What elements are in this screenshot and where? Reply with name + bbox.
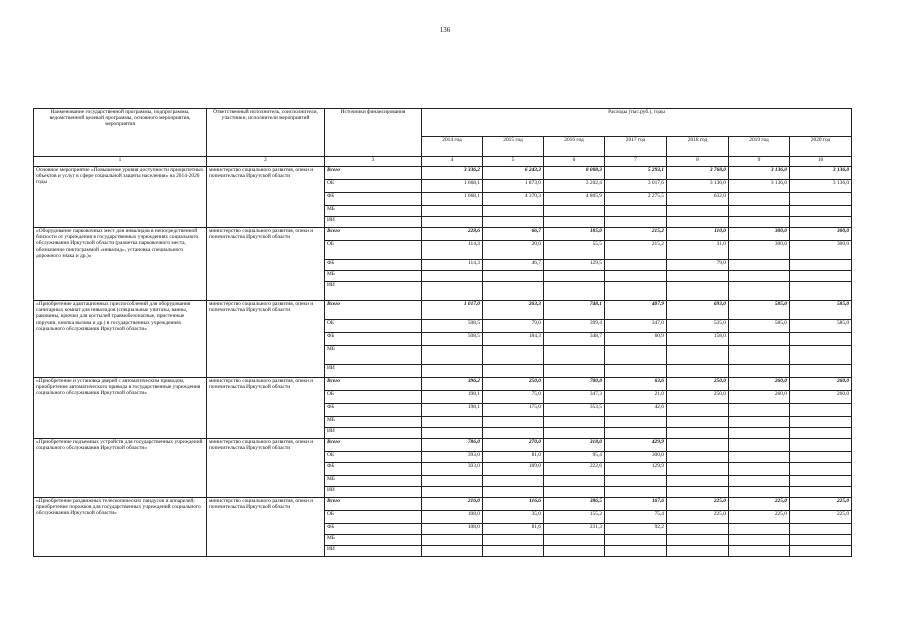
expense-value xyxy=(790,333,852,346)
expense-value xyxy=(790,404,852,417)
expense-value xyxy=(729,546,790,557)
table-row xyxy=(34,378,852,391)
funding-source: Всего xyxy=(325,301,422,320)
expense-value: 81,0 xyxy=(483,452,544,463)
table-row xyxy=(34,439,852,452)
expense-value: 158,0 xyxy=(667,333,729,346)
expense-value: 786,0 xyxy=(422,439,483,452)
expense-value: 198,1 xyxy=(422,404,483,417)
expense-value: 429,9 xyxy=(605,439,667,452)
expense-value xyxy=(605,417,667,428)
funding-source: ОБ xyxy=(325,511,422,524)
expense-value xyxy=(667,439,729,452)
expense-value: 35,0 xyxy=(483,511,544,524)
expense-value: 748,1 xyxy=(544,301,605,320)
expense-value: 42,6 xyxy=(605,404,667,417)
expense-value xyxy=(667,217,729,228)
funding-source: МБ xyxy=(325,206,422,217)
expense-value xyxy=(729,271,790,282)
expense-value xyxy=(667,346,729,365)
expense-value: 393,0 xyxy=(422,463,483,476)
funding-source: ОБ xyxy=(325,180,422,193)
expense-value xyxy=(790,546,852,557)
expense-value xyxy=(544,346,605,365)
expense-value xyxy=(729,535,790,546)
expense-value: 55,5 xyxy=(544,241,605,260)
expense-value xyxy=(729,404,790,417)
expense-value: 3 136,0 xyxy=(790,167,852,180)
column-number: 5 xyxy=(483,157,544,167)
header-executor: Ответственный исполнитель, соисполнители, участники, исполнители мероприятий xyxy=(207,109,325,157)
budget-table xyxy=(33,108,852,557)
expense-value xyxy=(422,217,483,228)
expense-value xyxy=(422,428,483,439)
header-year: 2016 год xyxy=(544,137,605,157)
funding-source: ОБ xyxy=(325,241,422,260)
expense-value xyxy=(667,365,729,378)
expense-value: 167,6 xyxy=(605,498,667,511)
funding-source: ФБ xyxy=(325,260,422,271)
expense-value: 270,0 xyxy=(483,439,544,452)
expense-value xyxy=(544,282,605,301)
expense-value: 348,7 xyxy=(544,333,605,346)
expense-value: 585,0 xyxy=(790,301,852,320)
funding-source: Всего xyxy=(325,378,422,391)
column-number: 6 xyxy=(544,157,605,167)
expense-value: 260,0 xyxy=(790,378,852,391)
expense-value: 225,0 xyxy=(667,498,729,511)
expense-value: 300,0 xyxy=(605,452,667,463)
expense-value xyxy=(729,193,790,206)
expense-value: 225,0 xyxy=(790,498,852,511)
expense-value xyxy=(667,452,729,463)
expense-value xyxy=(605,206,667,217)
expense-value xyxy=(544,217,605,228)
expense-value: 215,2 xyxy=(605,228,667,241)
expense-value: 79,0 xyxy=(483,320,544,333)
expense-value xyxy=(790,282,852,301)
expense-value xyxy=(483,282,544,301)
expense-value xyxy=(422,346,483,365)
expense-value xyxy=(483,535,544,546)
expense-value: 63,6 xyxy=(605,378,667,391)
funding-source: ФБ xyxy=(325,463,422,476)
expense-value: 215,2 xyxy=(605,241,667,260)
expense-value: 3 136,0 xyxy=(667,180,729,193)
expense-value xyxy=(483,546,544,557)
expense-value: 46,7 xyxy=(483,260,544,271)
expense-value: 4 370,3 xyxy=(483,193,544,206)
expense-value: 300,0 xyxy=(729,228,790,241)
expense-value: 5 293,1 xyxy=(605,167,667,180)
expense-value: 1 873,0 xyxy=(483,180,544,193)
expense-value: 225,0 xyxy=(729,498,790,511)
expense-value: 79,0 xyxy=(667,260,729,271)
funding-source: МБ xyxy=(325,271,422,282)
expense-value: 225,0 xyxy=(790,511,852,524)
expense-value: 700,8 xyxy=(544,378,605,391)
funding-source: ИИ xyxy=(325,282,422,301)
expense-value: 260,0 xyxy=(790,391,852,404)
expense-value xyxy=(790,487,852,498)
funding-source: ИИ xyxy=(325,546,422,557)
expense-value: 1 668,1 xyxy=(422,193,483,206)
expense-value xyxy=(790,524,852,535)
expense-value: 353,5 xyxy=(544,404,605,417)
funding-source: МБ xyxy=(325,346,422,365)
expense-value xyxy=(790,428,852,439)
table-row xyxy=(34,301,852,320)
expense-value xyxy=(544,417,605,428)
expense-value xyxy=(790,452,852,463)
expense-value: 535,0 xyxy=(667,320,729,333)
expense-value xyxy=(483,365,544,378)
expense-value: 3 136,0 xyxy=(790,180,852,193)
expense-value: 31,0 xyxy=(667,241,729,260)
expense-value xyxy=(790,365,852,378)
expense-value: 8 008,3 xyxy=(544,167,605,180)
expense-value xyxy=(790,535,852,546)
expense-value xyxy=(729,333,790,346)
expense-value xyxy=(729,260,790,271)
expense-value: 3 017,6 xyxy=(605,180,667,193)
header-year: 2019 год xyxy=(729,137,790,157)
expense-value: 508,5 xyxy=(422,320,483,333)
funding-source: ФБ xyxy=(325,404,422,417)
expense-value xyxy=(790,271,852,282)
expense-value: 399,4 xyxy=(544,320,605,333)
funding-source: Всего xyxy=(325,167,422,180)
funding-source: МБ xyxy=(325,535,422,546)
expense-value: 250,0 xyxy=(667,391,729,404)
table-body xyxy=(34,167,852,557)
expense-value xyxy=(667,524,729,535)
expense-value xyxy=(422,487,483,498)
expense-value: 260,0 xyxy=(729,378,790,391)
expense-value xyxy=(483,271,544,282)
executor-name: министерство социального развития, опеки и попечительства Иркутской области xyxy=(207,228,325,301)
funding-source: ИИ xyxy=(325,365,422,378)
executor-name: министерство социального развития, опеки и попечительства Иркутской области xyxy=(207,498,325,557)
expense-value: 693,0 xyxy=(667,301,729,320)
expense-value xyxy=(422,535,483,546)
column-number: 8 xyxy=(667,157,729,167)
expense-value xyxy=(667,476,729,487)
table-row xyxy=(34,498,852,511)
expense-value: 1 668,1 xyxy=(422,180,483,193)
expense-value: 21,0 xyxy=(605,391,667,404)
program-name: «Приобретение подъемных устройств для государственных учреждений социального обслуживания Иркутской области» xyxy=(34,439,207,498)
expense-value: 3 336,2 xyxy=(422,167,483,180)
expense-value xyxy=(422,206,483,217)
expense-value xyxy=(790,439,852,452)
expense-value: 175,0 xyxy=(483,404,544,417)
expense-value xyxy=(605,260,667,271)
column-number: 7 xyxy=(605,157,667,167)
expense-value: 225,0 xyxy=(729,511,790,524)
expense-value xyxy=(729,206,790,217)
column-number: 2 xyxy=(207,157,325,167)
column-number: 1 xyxy=(34,157,207,167)
expense-value xyxy=(483,417,544,428)
expense-value xyxy=(422,417,483,428)
expense-value xyxy=(790,463,852,476)
header-source: Источники финансирования xyxy=(325,109,422,157)
header-year: 2015 год xyxy=(483,137,544,157)
expense-value: 114,3 xyxy=(422,241,483,260)
expense-value: 75,4 xyxy=(605,511,667,524)
expense-value xyxy=(667,463,729,476)
funding-source: Всего xyxy=(325,439,422,452)
funding-source: Всего xyxy=(325,228,422,241)
expense-value xyxy=(605,365,667,378)
expense-value: 185,0 xyxy=(544,228,605,241)
expense-value: 231,3 xyxy=(544,524,605,535)
executor-name: министерство социального развития, опеки и попечительства Иркутской области xyxy=(207,439,325,498)
expense-value xyxy=(605,428,667,439)
expense-value: 60,9 xyxy=(605,333,667,346)
expense-value: 225,0 xyxy=(667,511,729,524)
expense-value xyxy=(667,535,729,546)
expense-value xyxy=(667,282,729,301)
expense-value xyxy=(605,282,667,301)
expense-value: 318,0 xyxy=(544,439,605,452)
expense-value xyxy=(790,260,852,271)
column-number: 3 xyxy=(325,157,422,167)
expense-value: 4 805,9 xyxy=(544,193,605,206)
funding-source: МБ xyxy=(325,417,422,428)
expense-value xyxy=(729,346,790,365)
header-expenses: Расходы (тыс.руб.), годы xyxy=(422,109,852,137)
expense-value xyxy=(544,428,605,439)
expense-value xyxy=(729,217,790,228)
funding-source: Всего xyxy=(325,498,422,511)
expense-value: 116,6 xyxy=(483,498,544,511)
program-name: «Приобретение адаптационных приспособлений для оборудования санитарных комнат для инвалидов (специальные унитазы, ванны, раковины, крючки для костылей травмобезопасные, пристенные поручни, кнопка вызова и др.) в государственных учреждениях социального обслуживания Иркутской области» xyxy=(34,301,207,378)
expense-value xyxy=(483,346,544,365)
expense-value: 250,0 xyxy=(483,378,544,391)
expense-value: 198,1 xyxy=(422,391,483,404)
expense-value xyxy=(544,546,605,557)
expense-value: 1 017,0 xyxy=(422,301,483,320)
program-name: «Приобретение раздвижных телескопических пандусов и аппарелей; приобретение порожков для государственных учреждений социального обслуживания Иркутской области» xyxy=(34,498,207,557)
expense-value: 184,3 xyxy=(483,333,544,346)
program-name: Основное мероприятие «Повышение уровня доступности приоритетных объектов и услуг в сфере социальной защиты населения» на 2014-2020 годы xyxy=(34,167,207,228)
funding-source: ОБ xyxy=(325,452,422,463)
expense-value: 75,0 xyxy=(483,391,544,404)
expense-value xyxy=(790,476,852,487)
expense-value: 347,0 xyxy=(605,320,667,333)
funding-source: ИИ xyxy=(325,217,422,228)
expense-value xyxy=(422,546,483,557)
expense-value xyxy=(667,206,729,217)
funding-source: ОБ xyxy=(325,391,422,404)
column-number: 9 xyxy=(729,157,790,167)
header-year: 2014 год xyxy=(422,137,483,157)
expense-value: 250,0 xyxy=(667,378,729,391)
funding-source: ФБ xyxy=(325,193,422,206)
executor-name: министерство социального развития, опеки и попечительства Иркутской области xyxy=(207,378,325,439)
expense-value xyxy=(729,487,790,498)
funding-source: ФБ xyxy=(325,524,422,535)
header-year: 2017 год xyxy=(605,137,667,157)
funding-source: МБ xyxy=(325,476,422,487)
expense-value: 300,0 xyxy=(729,241,790,260)
expense-value: 585,0 xyxy=(729,301,790,320)
expense-value xyxy=(422,282,483,301)
expense-value: 20,0 xyxy=(483,241,544,260)
expense-value xyxy=(729,476,790,487)
expense-value: 6 243,3 xyxy=(483,167,544,180)
expense-value xyxy=(729,428,790,439)
expense-value xyxy=(544,487,605,498)
expense-value xyxy=(667,487,729,498)
expense-value: 508,5 xyxy=(422,333,483,346)
expense-value: 222,6 xyxy=(544,463,605,476)
expense-value xyxy=(729,365,790,378)
expense-value: 3 136,0 xyxy=(729,180,790,193)
header-year: 2018 год xyxy=(667,137,729,157)
expense-value: 263,3 xyxy=(483,301,544,320)
expense-value xyxy=(483,217,544,228)
program-name: «Приобретение и установка дверей с автоматическим приводом, приобретение автоматического привода в государственные учреждения социального обслуживания Иркутской области» xyxy=(34,378,207,439)
expense-value: 129,5 xyxy=(544,260,605,271)
expense-value: 386,5 xyxy=(544,498,605,511)
column-number: 4 xyxy=(422,157,483,167)
expense-value: 81,6 xyxy=(483,524,544,535)
expense-value xyxy=(605,476,667,487)
header-year: 2020 год xyxy=(790,137,852,157)
expense-value: 95,4 xyxy=(544,452,605,463)
funding-source: ИИ xyxy=(325,487,422,498)
page-number: 136 xyxy=(439,26,451,34)
expense-value xyxy=(605,487,667,498)
expense-value xyxy=(544,206,605,217)
funding-source: ОБ xyxy=(325,320,422,333)
expense-value: 155,2 xyxy=(544,511,605,524)
header-program: Наименование государственной программы, подпрограммы, ведомственной целевой программы, основного мероприятия, мероприятия xyxy=(34,109,207,157)
expense-value: 300,0 xyxy=(790,241,852,260)
expense-value xyxy=(667,271,729,282)
expense-value xyxy=(483,487,544,498)
table-row xyxy=(34,228,852,241)
expense-value: 407,9 xyxy=(605,301,667,320)
expense-value xyxy=(422,365,483,378)
expense-value: 189,0 xyxy=(483,463,544,476)
expense-value xyxy=(790,217,852,228)
expense-value xyxy=(605,546,667,557)
expense-value xyxy=(544,476,605,487)
expense-value: 585,0 xyxy=(729,320,790,333)
expense-value: 216,0 xyxy=(422,498,483,511)
expense-value xyxy=(790,346,852,365)
expense-value: 114,3 xyxy=(422,260,483,271)
expense-value: 3 768,0 xyxy=(667,167,729,180)
expense-value xyxy=(790,206,852,217)
funding-source: ФБ xyxy=(325,333,422,346)
expense-value xyxy=(729,452,790,463)
expense-value xyxy=(790,417,852,428)
expense-value xyxy=(667,428,729,439)
table-row xyxy=(34,167,852,180)
expense-value: 228,6 xyxy=(422,228,483,241)
executor-name: министерство социального развития, опеки и попечительства Иркутской области xyxy=(207,167,325,228)
expense-value xyxy=(667,404,729,417)
expense-value: 108,0 xyxy=(422,524,483,535)
expense-value: 108,0 xyxy=(422,511,483,524)
expense-value: 129,9 xyxy=(605,463,667,476)
expense-value: 2 275,5 xyxy=(605,193,667,206)
expense-value xyxy=(729,524,790,535)
executor-name: министерство социального развития, опеки и попечительства Иркутской области xyxy=(207,301,325,378)
program-name: «Оборудование парковочных мест для инвалидов в непосредственной близости от учреждения в государственных учреждениях социального обслуживания Иркутской области (разметка парковочного места, обозначение пиктограммой «инвалид», установка специального дорожного знака и др.)» xyxy=(34,228,207,301)
expense-value: 347,3 xyxy=(544,391,605,404)
expense-value xyxy=(729,282,790,301)
expense-value xyxy=(729,463,790,476)
expense-value: 396,2 xyxy=(422,378,483,391)
expense-value xyxy=(483,428,544,439)
expense-value xyxy=(605,217,667,228)
expense-value: 66,7 xyxy=(483,228,544,241)
expense-value: 632,0 xyxy=(667,193,729,206)
expense-value: 585,0 xyxy=(790,320,852,333)
expense-value xyxy=(667,417,729,428)
expense-value xyxy=(605,346,667,365)
expense-value xyxy=(483,476,544,487)
expense-value: 110,0 xyxy=(667,228,729,241)
expense-value xyxy=(422,271,483,282)
expense-value xyxy=(544,535,605,546)
expense-value xyxy=(422,476,483,487)
expense-value: 3 136,0 xyxy=(729,167,790,180)
expense-value xyxy=(667,546,729,557)
expense-value: 300,0 xyxy=(790,228,852,241)
expense-value xyxy=(483,206,544,217)
expense-value: 260,0 xyxy=(729,391,790,404)
expense-value xyxy=(605,271,667,282)
expense-value xyxy=(605,535,667,546)
expense-value xyxy=(544,271,605,282)
expense-value xyxy=(544,365,605,378)
column-number: 10 xyxy=(790,157,852,167)
expense-value xyxy=(790,193,852,206)
expense-value xyxy=(729,417,790,428)
expense-value: 393,0 xyxy=(422,452,483,463)
expense-value: 92,2 xyxy=(605,524,667,535)
funding-source: ИИ xyxy=(325,428,422,439)
expense-value: 3 202,4 xyxy=(544,180,605,193)
expense-value xyxy=(729,439,790,452)
